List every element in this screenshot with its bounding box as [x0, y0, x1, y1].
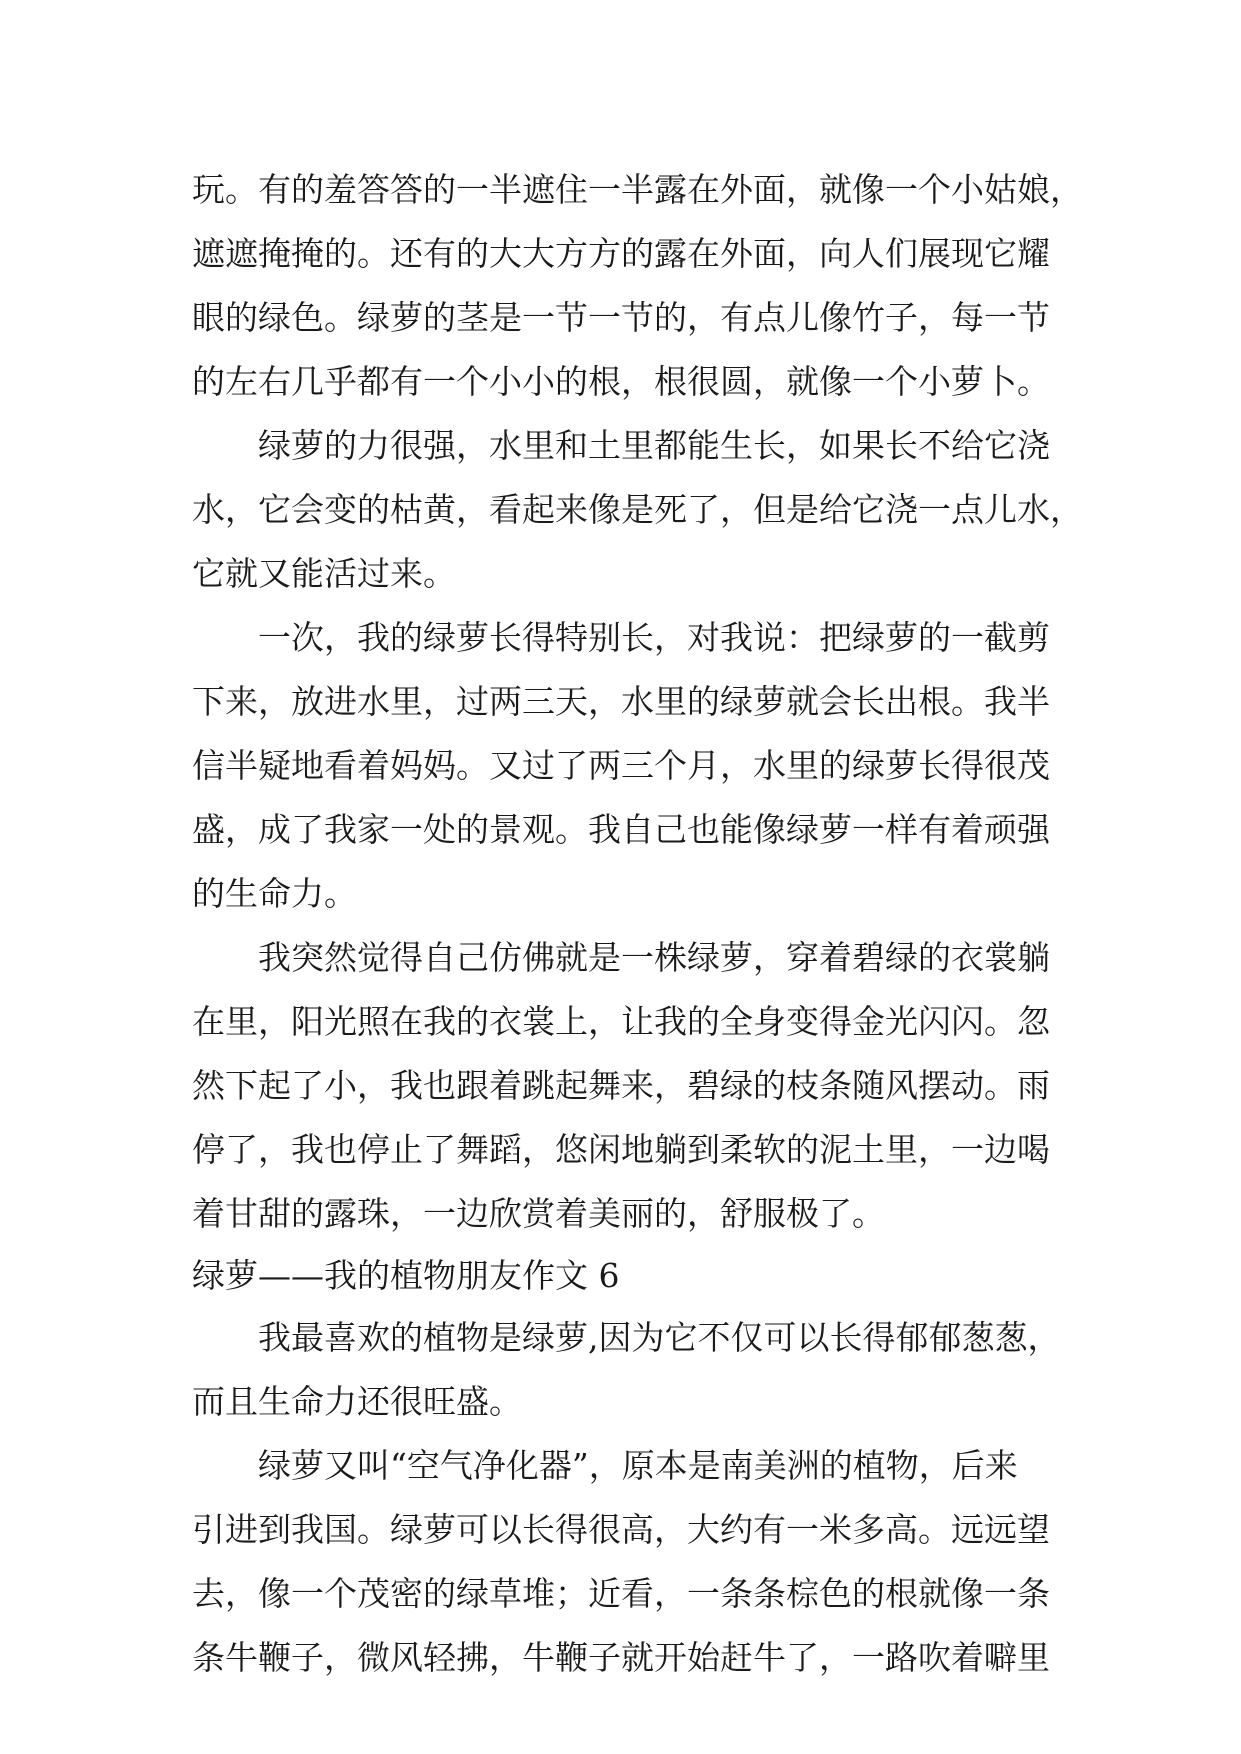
text-line: 信半疑地看着妈妈。又过了两三个月，水里的绿萝长得很茂 [192, 746, 1050, 785]
paragraph [192, 1306, 1061, 1434]
text-line: 它就又能活过来。 [192, 554, 456, 593]
text-line: 的左右几乎都有一个小小的根，根很圆，就像一个小萝卜。 [192, 362, 1050, 401]
paragraph [192, 414, 1083, 606]
text-line: 停了，我也停止了舞蹈，悠闲地躺到柔软的泥土里，一边喝 [192, 1130, 1050, 1169]
text-line: 水，它会变的枯黄，看起来像是死了，但是给它浇一点儿水， [192, 490, 1083, 529]
text-line: 玩。有的羞答答的一半遮住一半露在外面，就像一个小姑娘， [192, 170, 1083, 209]
text-line: 着甘甜的露珠，一边欣赏着美丽的，舒服极了。 [192, 1194, 885, 1233]
text-line: 去，像一个茂密的绿草堆；近看，一条条棕色的根就像一条 [192, 1574, 1050, 1613]
text-line: 而且生命力还很旺盛。 [192, 1382, 522, 1421]
paragraph [192, 158, 1083, 414]
text-line: 的生命力。 [192, 874, 357, 913]
paragraph [192, 1434, 1052, 1690]
text-line: 在里，阳光照在我的衣裳上，让我的全身变得金光闪闪。忽 [192, 1002, 1050, 1041]
text-line: 盛，成了我家一处的景观。我自己也能像绿萝一样有着顽强 [192, 810, 1050, 849]
text-line: 眼的绿色。绿萝的茎是一节一节的，有点儿像竹子，每一节 [192, 298, 1050, 337]
section-heading: 绿萝——我的植物朋友作文 6 [192, 1256, 620, 1295]
text-line: 条牛鞭子，微风轻拂，牛鞭子就开始赶牛了，一路吹着噼里 [192, 1638, 1050, 1677]
paragraph [192, 606, 1052, 926]
text-line: 遮遮掩掩的。还有的大大方方的露在外面，向人们展现它耀 [192, 234, 1050, 273]
document-body [192, 158, 1083, 1690]
text-line: 我最喜欢的植物是绿萝,因为它不仅可以长得郁郁葱葱， [258, 1318, 1061, 1357]
text-line: 绿萝的力很强，水里和土里都能生长，如果长不给它浇 [258, 426, 1050, 465]
text-line: 引进到我国。绿萝可以长得很高，大约有一米多高。远远望 [192, 1510, 1050, 1549]
text-line: 然下起了小，我也跟着跳起舞来，碧绿的枝条随风摆动。雨 [192, 1066, 1050, 1105]
text-line: 绿萝又叫“空气净化器”，原本是南美洲的植物，后来 [258, 1446, 1018, 1485]
paragraph [192, 926, 1052, 1246]
text-line: 下来，放进水里，过两三天，水里的绿萝就会长出根。我半 [192, 682, 1050, 721]
text-line: 我突然觉得自己仿佛就是一株绿萝，穿着碧绿的衣裳躺 [258, 938, 1050, 977]
text-line: 一次，我的绿萝长得特别长，对我说：把绿萝的一截剪 [258, 618, 1050, 657]
